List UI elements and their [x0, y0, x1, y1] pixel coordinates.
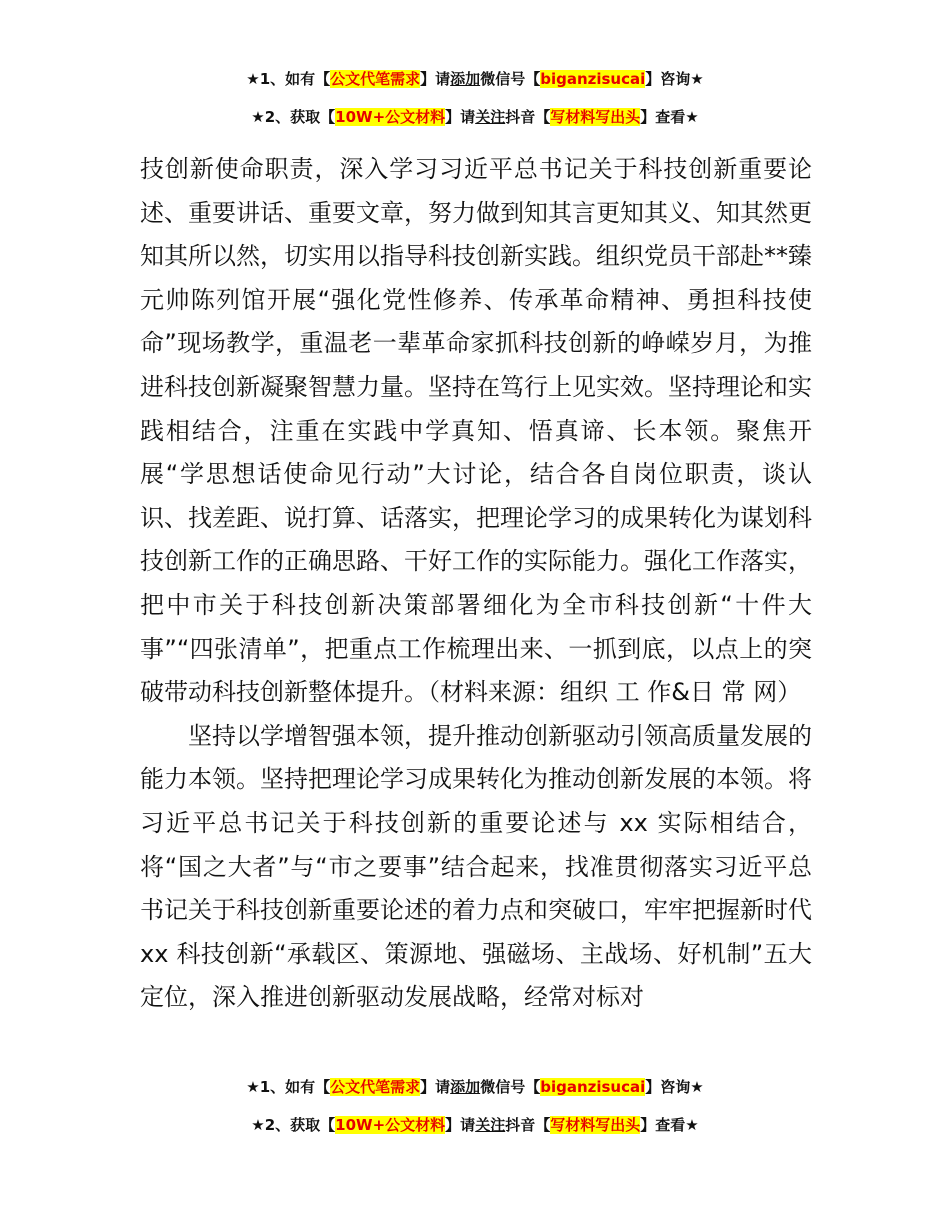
banner-highlight: 10W+公文材料 [335, 1116, 446, 1134]
banner-text: 2、获取【 [264, 1116, 336, 1134]
banner-text: 】咨询 [645, 70, 691, 88]
banner-text: 1、如有【 [259, 70, 331, 88]
star-icon: ★ [246, 1078, 260, 1096]
banner-text: 2、获取【 [264, 108, 336, 126]
footer-banner-line-1 [0, 1076, 950, 1098]
star-icon: ★ [690, 70, 704, 88]
banner-highlight: 写材料写出头 [550, 1116, 641, 1134]
banner-highlight: 10W+公文材料 [335, 108, 446, 126]
banner-underline: 添加 [450, 70, 481, 88]
banner-highlight: 写材料写出头 [550, 108, 641, 126]
banner-text: 1、如有【 [259, 1078, 331, 1096]
banner-highlight: 公文代笔需求 [330, 1078, 421, 1096]
banner-text: 】请 [445, 1116, 476, 1134]
banner-underline: 添加 [450, 1078, 481, 1096]
banner-highlight: 公文代笔需求 [330, 70, 421, 88]
banner-text: 】请 [420, 1078, 451, 1096]
star-icon: ★ [251, 1116, 265, 1134]
footer-banner-line-2 [0, 1114, 950, 1136]
paragraph-2: 坚持以学增智强本领，提升推动创新驱动引领高质量发展的能力本领。坚持把理论学习成果转化为推动创新发展的本领。将习近平总书记关于科技创新的重要论述与 xx 实际相结合，将“国之大者”与“市之要事”结合起来，找准贯彻落实习近平总书记关于科技创新重要论述的着力点和突破口，牢牢把握新时代 xx 科技创新“承载区、策源地、强磁场、主战场、好机制”五大定位，深入推进创新驱动发展战略，经常对标对 [140, 721, 812, 1012]
banner-text: 抖音【 [505, 1116, 551, 1134]
document-body [140, 148, 812, 1020]
star-icon: ★ [685, 1116, 699, 1134]
banner-text: 】咨询 [645, 1078, 691, 1096]
banner-text: 微信号【 [480, 70, 541, 88]
banner-text: 】请 [420, 70, 451, 88]
paragraph-1: 技创新使命职责，深入学习习近平总书记关于科技创新重要论述、重要讲话、重要文章，努力做到知其言更知其义、知其然更知其所以然，切实用以指导科技创新实践。组织党员干部赴**臻元帅陈列馆开展“强化党性修养、传承革命精神、勇担科技使命”现场教学，重温老一辈革命家抓科技创新的峥嵘岁月，为推进科技创新凝聚智慧力量。坚持在笃行上见实效。坚持理论和实践相结合，注重在实践中学真知、悟真谛、长本领。聚焦开展“学思想话使命见行动”大讨论，结合各自岗位职责，谈认识、找差距、说打算、话落实，把理论学习的成果转化为谋划科技创新工作的正确思路、干好工作的实际能力。强化工作落实，把中市关于科技创新决策部署细化为全市科技创新“十件大事”“四张清单”，把重点工作梳理出来、一抓到底，以点上的突破带动科技创新整体提升。（材料来源：组织 工 作&日 常 网） [140, 155, 812, 707]
banner-highlight: biganzisucai [540, 1078, 646, 1096]
star-icon: ★ [251, 108, 265, 126]
banner-highlight: biganzisucai [540, 70, 646, 88]
banner-underline: 关注 [475, 1116, 506, 1134]
header-banner-line-2 [0, 106, 950, 128]
star-icon: ★ [685, 108, 699, 126]
banner-underline: 关注 [475, 108, 506, 126]
banner-text: 微信号【 [480, 1078, 541, 1096]
banner-text: 】查看 [640, 1116, 686, 1134]
header-banner-line-1 [0, 68, 950, 90]
banner-text: 】请 [445, 108, 476, 126]
banner-text: 】查看 [640, 108, 686, 126]
star-icon: ★ [246, 70, 260, 88]
star-icon: ★ [690, 1078, 704, 1096]
banner-text: 抖音【 [505, 108, 551, 126]
